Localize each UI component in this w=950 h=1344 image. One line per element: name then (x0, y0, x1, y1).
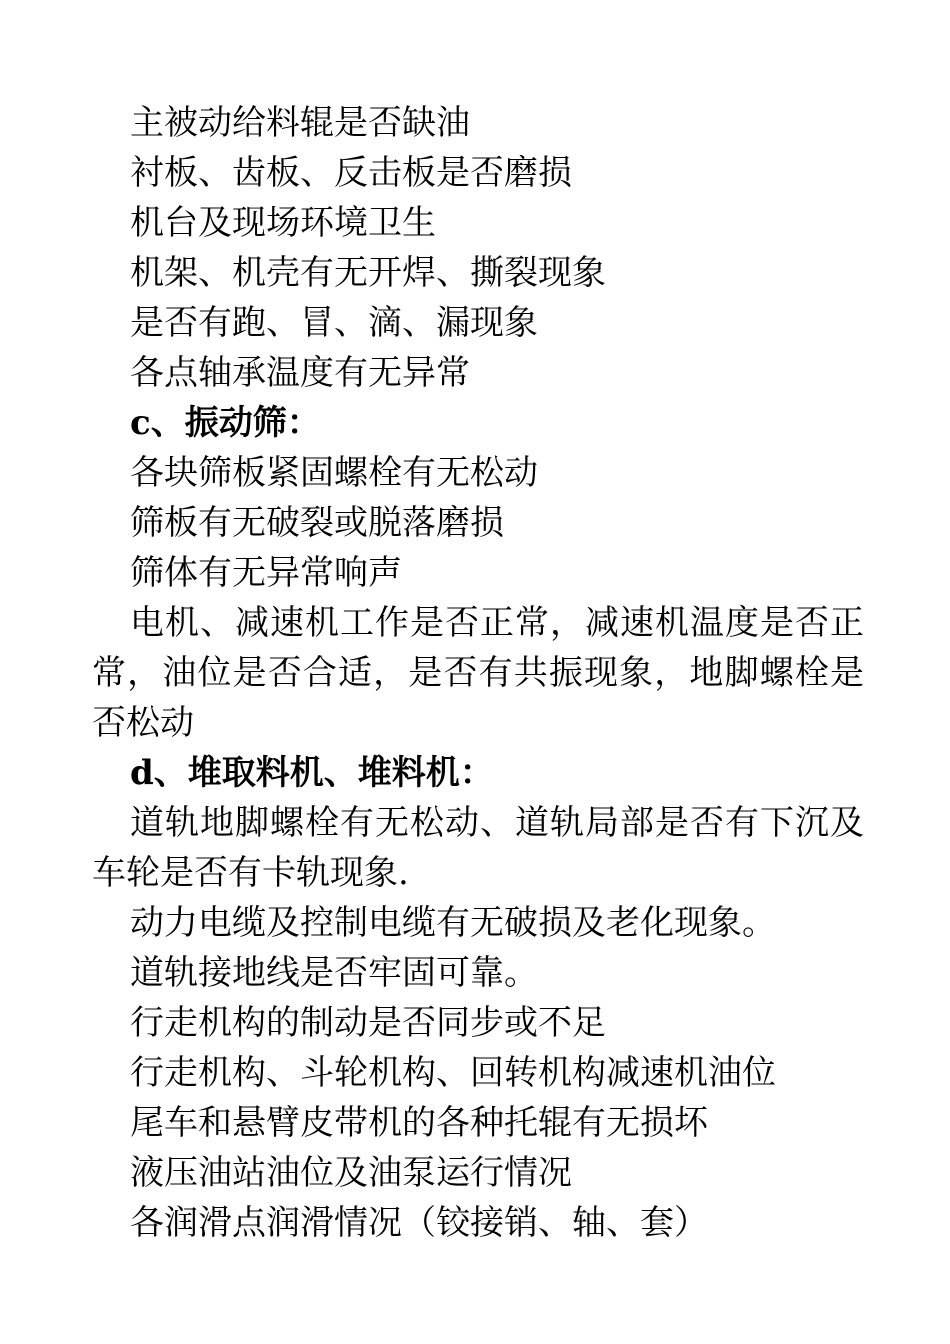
inspection-item: 尾车和悬臂皮带机的各种托辊有无损坏 (130, 1103, 708, 1143)
inspection-item: 主被动给料辊是否缺油 (130, 103, 470, 143)
inspection-item: 筛板有无破裂或脱落磨损 (130, 503, 504, 543)
inspection-item: 行走机构、斗轮机构、回转机构减速机油位 (130, 1053, 776, 1093)
inspection-item: 各润滑点润滑情况（铰接销、轴、套） (130, 1203, 708, 1243)
inspection-item: 道轨接地线是否牢固可靠。 (130, 953, 538, 993)
inspection-item: 各块筛板紧固螺栓有无松动 (130, 453, 538, 493)
section-heading-stacker-reclaimer: d、堆取料机、堆料机： (130, 753, 494, 793)
section-heading-vibrating-screen: c、振动筛： (130, 403, 321, 443)
inspection-item: 机架、机壳有无开焊、撕裂现象 (130, 253, 606, 293)
inspection-item: 动力电缆及控制电缆有无破损及老化现象。 (130, 903, 776, 943)
inspection-item: 液压油站油位及油泵运行情况 (130, 1153, 572, 1193)
inspection-item: 道轨地脚螺栓有无松动、道轨局部是否有下沉及车轮是否有卡轨现象. (92, 803, 864, 893)
inspection-item: 筛体有无异常响声 (130, 553, 402, 593)
document-body (92, 98, 864, 1248)
inspection-item: 电机、减速机工作是否正常，减速机温度是否正常，油位是否合适，是否有共振现象，地脚螺栓是否松动 (92, 603, 864, 743)
inspection-item: 是否有跑、冒、滴、漏现象 (130, 303, 538, 343)
inspection-item: 机台及现场环境卫生 (130, 203, 436, 243)
inspection-item: 衬板、齿板、反击板是否磨损 (130, 153, 572, 193)
inspection-item: 行走机构的制动是否同步或不足 (130, 1003, 606, 1043)
inspection-item: 各点轴承温度有无异常 (130, 353, 470, 393)
